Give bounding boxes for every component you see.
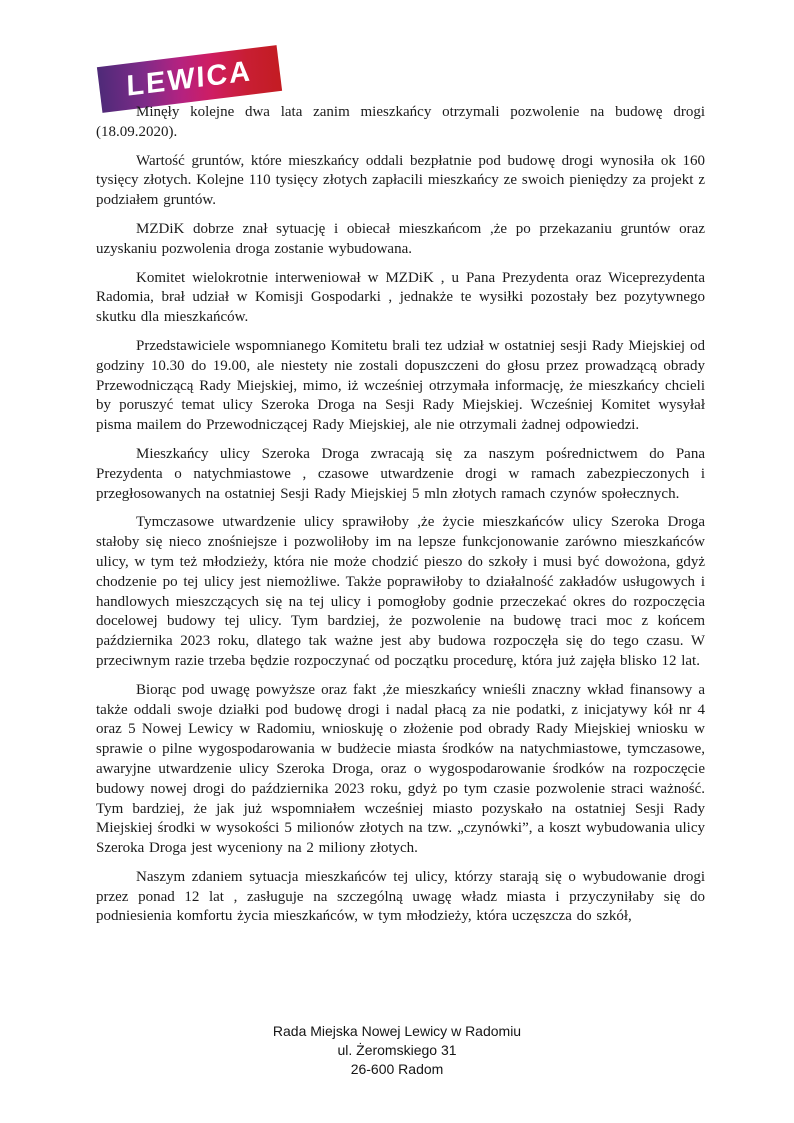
document-body [96,103,705,936]
footer [0,1022,794,1079]
paragraph-2: Wartość gruntów, które mieszkańcy oddali bezpłatnie pod budowę drogi wynosiła ok 160 tysięcy złotych. Kolejne 110 tysięcy złotych zapłacili mieszkańcy ze swoich pieniędzy za projekt z podziałem gruntów. [96,152,705,209]
paragraph-4: Komitet wielokrotnie interweniował w MZDiK , u Pana Prezydenta oraz Wiceprezydenta Radomia, brał udział w Komisji Gospodarki , jednakże te wysiłki pozostały bez pozytywnego skutku dla mieszkańców. [96,269,705,326]
paragraph-8: Biorąc pod uwagę powyższe oraz fakt ,że mieszkańcy wnieśli znaczny wkład finansowy a także oddali swoje działki pod budowę drogi i nadal płacą za nie podatki, z inicjatywy kół nr 4 oraz 5 Nowej Lewicy w Radomiu, wnioskuję o złożenie pod obrady Rady Miejskiej wniosku w sprawie o pilne wygospodarowania w budżecie miasta środków na natychmiastowe, tymczasowe, awaryjne utwardzenie ulicy Szeroka Droga, oraz o wygospodarowanie środków na rozpoczęcie budowy nowej drogi do października 2023 roku, gdyż po tym czasie pozwolenie straci ważność. Tym bardziej, że jak już wspomniałem wcześniej miasto pozyskało na ostatniej Sesji Rady Miejskiej środki w wysokości 5 milionów złotych na tzw. „czynówki”, a koszt wybudowania ulicy Szeroka Droga jest wyceniony na 2 miliony złotych. [96,681,705,857]
footer-line-street: ul. Żeromskiego 31 [337,1042,457,1058]
paragraph-6: Mieszkańcy ulicy Szeroka Droga zwracają się za naszym pośrednictwem do Pana Prezydenta o natychmiastowe , czasowe utwardzenie drogi w ramach zabezpieczonych i przegłosowanych na ostatniej Sesji Rady Miejskiej 5 mln złotych ramach czynów społecznych. [96,445,705,502]
paragraph-1: Minęły kolejne dwa lata zanim mieszkańcy otrzymali pozwolenie na budowę drogi (18.09.2020). [96,104,705,140]
paragraph-3: MZDiK dobrze znał sytuację i obiecał mieszkańcom ,że po przekazaniu gruntów oraz uzyskaniu pozwolenia droga zostanie wybudowana. [96,220,705,257]
footer-line-city: 26-600 Radom [350,1061,444,1077]
lewica-logo-text: LEWICA [126,54,253,103]
paragraph-5: Przedstawiciele wspomnianego Komitetu brali tez udział w ostatniej sesji Rady Miejskiej od godziny 10.30 do 19.00, ale niestety nie zostali dopuszczeni do głosu przez prowadzącą obrady Przewodniczącą Rady Miejskiej, mimo, iż wcześniej otrzymała informację, że mieszkańcy chcieli by poruszyć temat ulicy Szeroka Droga na Sesji Rady Miejskiej. Wcześniej Komitet wysyłał pisma mailem do Przewodniczącej Rady Miejskiej, ale nie otrzymali żadnej odpowiedzi. [96,337,705,434]
footer-line-organization: Rada Miejska Nowej Lewicy w Radomiu [272,1023,522,1039]
paragraph-9: Naszym zdaniem sytuacja mieszkańców tej ulicy, którzy starają się o wybudowanie drogi przez ponad 12 lat , zasługuje na szczególną uwagę władz miasta i przyczyniłaby się do podniesienia komfortu życia mieszkańców, w tym młodzieży, która uczęszcza do szkół, [96,868,705,925]
paragraph-7: Tymczasowe utwardzenie ulicy sprawiłoby ,że życie mieszkańców ulicy Szeroka Droga stałoby się nieco znośniejsze i pozwoliłoby im na lepsze funkcjonowanie zarówno mieszkańców ulicy, w tym też młodzieży, która nie może chodzić pieszo do szkoły i musi być dowożona, gdyż chodzenie po tej ulicy jest niemożliwe. Także poprawiłoby to działalność zakładów usługowych i handlowych mieszczących się na tej ulicy i pomogłoby godnie przeczekać okres do rozpoczęcia docelowej budowy tej ulicy. Tym bardziej, że pozwolenie na budowę traci moc z końcem października 2023 roku, dlatego tak ważne jest aby budowa rozpoczęła się do tego czasu. W przeciwnym razie trzeba będzie rozpoczynać od początku procedurę, która już zajęła blisko 12 lat. [96,514,705,669]
